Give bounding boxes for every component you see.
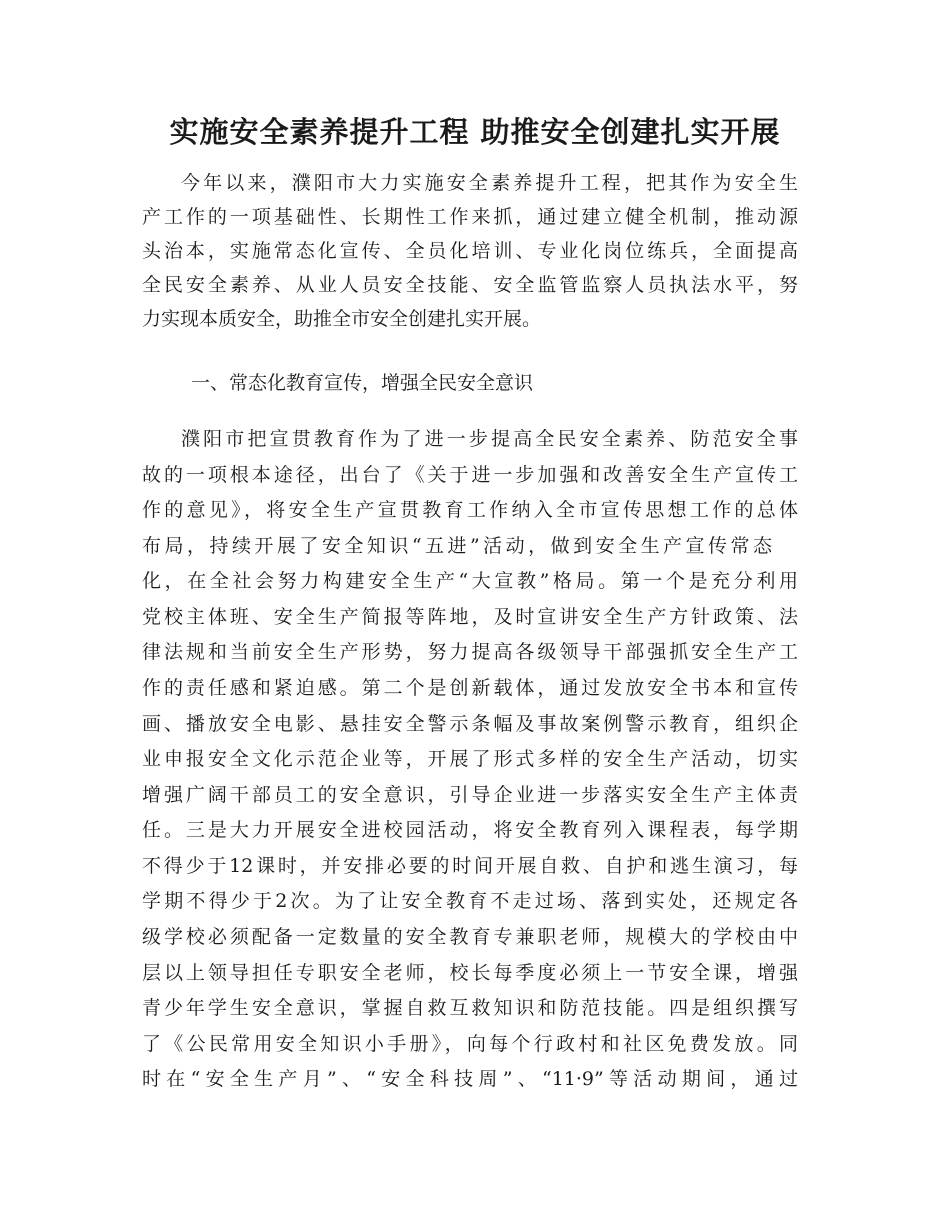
intro-line-4: 全民安全素养、从业人员安全技能、安全监管监察人员执法水平，努 bbox=[142, 274, 798, 296]
section1-line-6: 党校主体班、安全生产简报等阵地，及时宣讲安全生产方针政策、法 bbox=[142, 606, 798, 628]
section1-line-19: 时在“安全生产月”、“安全科技周”、“11·9”等活动期间，通过 bbox=[142, 1068, 798, 1090]
section1-line-16: 层以上领导担任专职安全老师，校长每季度必须上一节安全课，增强 bbox=[142, 962, 798, 984]
section1-line-11: 增强广阔干部员工的安全意识，引导企业进一步落实安全生产主体责 bbox=[142, 784, 798, 806]
section1-line-2: 故的一项根本途径，出台了《关于进一步加强和改善安全生产宣传工 bbox=[142, 464, 798, 486]
section1-line-1: 濮阳市把宣贯教育作为了进一步提高全民安全素养、防范安全事 bbox=[181, 428, 798, 450]
section1-line-9: 画、播放安全电影、悬挂安全警示条幅及事故案例警示教育，组织企 bbox=[142, 713, 798, 735]
section1-line-14: 学期不得少于2次。为了让安全教育不走过场、落到实处，还规定各 bbox=[142, 890, 798, 912]
intro-line-3: 头治本，实施常态化宣传、全员化培训、专业化岗位练兵，全面提高 bbox=[142, 240, 798, 262]
intro-line-1: 今年以来，濮阳市大力实施安全素养提升工程，把其作为安全生 bbox=[181, 172, 798, 194]
section1-line-15: 级学校必须配备一定数量的安全教育专兼职老师，规模大的学校由中 bbox=[142, 926, 798, 948]
section1-line-3: 作的意见》，将安全生产宣贯教育工作纳入全市宣传思想工作的总体 bbox=[142, 499, 798, 521]
section1-line-17: 青少年学生安全意识，掌握自救互救知识和防范技能。四是组织撰写 bbox=[142, 997, 798, 1019]
section1-heading: 一、常态化教育宣传，增强全民安全意识 bbox=[191, 372, 534, 394]
section1-line-13: 不得少于12课时，并安排必要的时间开展自救、自护和逃生演习，每 bbox=[142, 855, 798, 877]
section1-line-5: 化，在全社会努力构建安全生产“大宣教”格局。第一个是充分利用 bbox=[142, 570, 798, 592]
section1-line-4: 布局，持续开展了安全知识“五进”活动，做到安全生产宣传常态 bbox=[142, 535, 772, 557]
section1-line-10: 业申报安全文化示范企业等，开展了形式多样的安全生产活动，切实 bbox=[142, 748, 798, 770]
intro-line-2: 产工作的一项基础性、长期性工作来抓，通过建立健全机制，推动源 bbox=[142, 206, 798, 228]
section1-line-7: 律法规和当前安全生产形势，努力提高各级领导干部强抓安全生产工 bbox=[142, 641, 798, 663]
section1-line-12: 任。三是大力开展安全进校园活动，将安全教育列入课程表，每学期 bbox=[142, 819, 798, 841]
section1-line-18: 了《公民常用安全知识小手册》，向每个行政村和社区免费发放。同 bbox=[142, 1033, 798, 1055]
section1-line-8: 作的责任感和紧迫感。第二个是创新载体，通过发放安全书本和宣传 bbox=[142, 677, 798, 699]
document-title: 实施安全素养提升工程 助推安全创建扎实开展 bbox=[169, 115, 781, 149]
intro-line-5: 力实现本质安全，助推全市安全创建扎实开展。 bbox=[142, 308, 542, 330]
